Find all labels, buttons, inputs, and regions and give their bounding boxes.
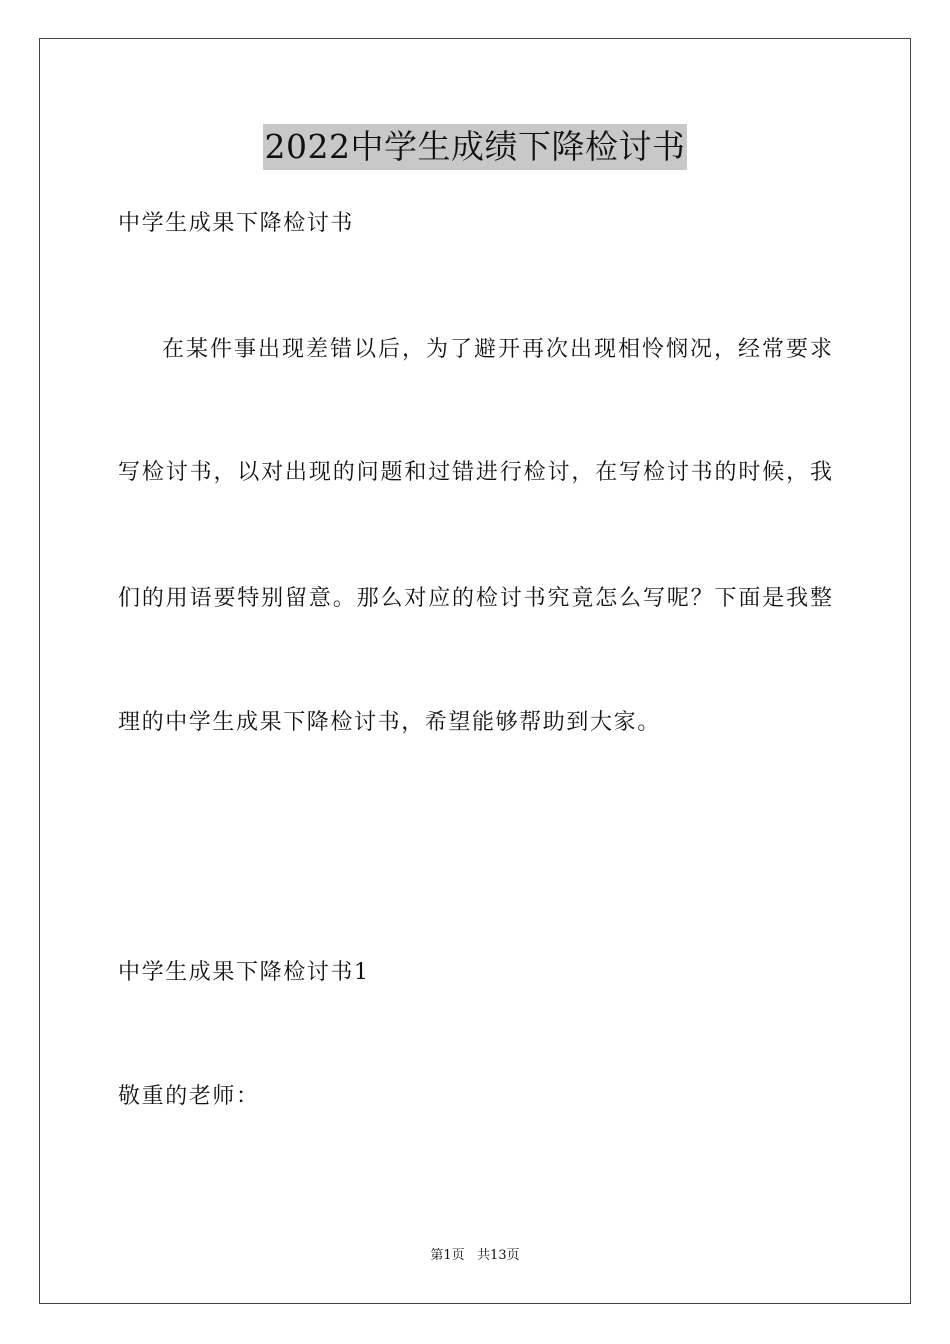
salutation: 敬重的老师：	[118, 1084, 260, 1109]
intro-line-4: 理的中学生成果下降检讨书，希望能够帮助到大家。	[118, 710, 661, 735]
document-title: 2022中学生成绩下降检讨书	[263, 124, 688, 170]
intro-line-2: 写检讨书，以对出现的问题和过错进行检讨，在写检讨书的时候，我	[118, 460, 832, 485]
page-footer: 第1页 共13页	[430, 1248, 520, 1263]
intro-line-1: 在某件事出现差错以后，为了避开再次出现相怜悯况，经常要求	[162, 337, 832, 362]
document-subtitle: 中学生成果下降检讨书	[118, 211, 355, 236]
title-container	[0, 124, 950, 170]
section-heading: 中学生成果下降检讨书1	[118, 960, 370, 985]
intro-line-3: 们的用语要特别留意。那么对应的检讨书究竟怎么写呢？下面是我整	[118, 586, 832, 611]
